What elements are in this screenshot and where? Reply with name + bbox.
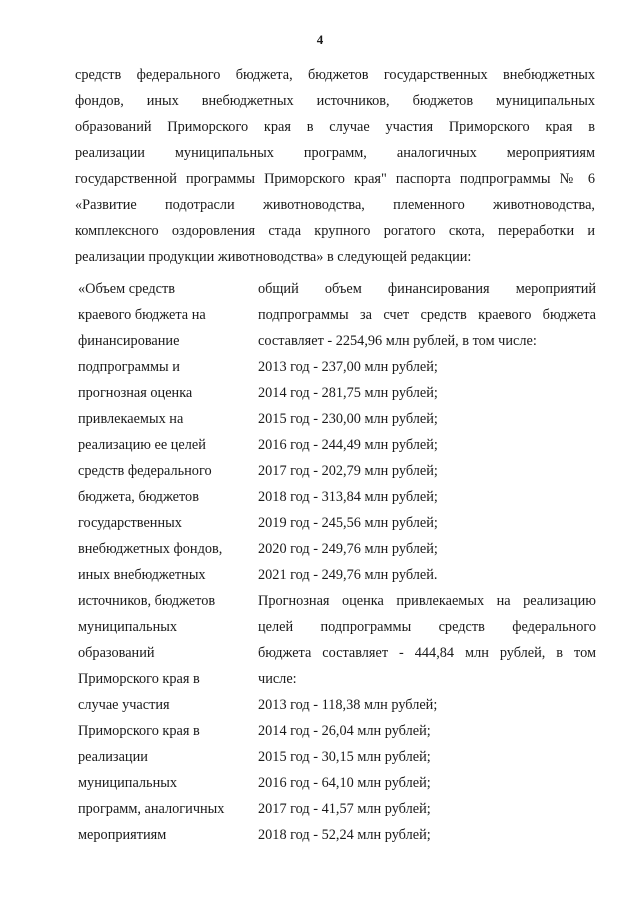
value-line: 2016 год - 64,10 млн рублей; — [258, 775, 431, 791]
value-line: 2017 год - 202,79 млн рублей; — [258, 463, 438, 479]
label-line: подпрограммы и — [78, 359, 180, 375]
intro-line: «Развитие подотрасли животноводства, племенного животноводства, — [75, 197, 595, 213]
intro-line: фондов, иных внебюджетных источников, бюджетов муниципальных — [75, 93, 595, 109]
value-line: Прогнозная оценка привлекаемых на реализацию — [258, 593, 596, 609]
value-line: 2015 год - 230,00 млн рублей; — [258, 411, 438, 427]
label-line: муниципальных — [78, 619, 177, 635]
label-line: Приморского края в — [78, 671, 200, 687]
value-line: 2019 год - 245,56 млн рублей; — [258, 515, 438, 531]
label-line: краевого бюджета на — [78, 307, 206, 323]
value-line: общий объем финансирования мероприятий — [258, 281, 596, 297]
label-line: «Объем средств — [78, 281, 176, 297]
value-line: подпрограммы за счет средств краевого бюджета — [258, 307, 596, 323]
passport-label-column — [78, 276, 248, 848]
label-line: реализацию ее целей — [78, 437, 206, 453]
passport-value-column — [258, 276, 596, 848]
label-line: случае участия — [78, 697, 170, 713]
label-line: внебюджетных фондов, — [78, 541, 223, 557]
value-line: составляет - 2254,96 млн рублей, в том числе: — [258, 333, 537, 349]
value-line: 2017 год - 41,57 млн рублей; — [258, 801, 431, 817]
label-line: Приморского края в — [78, 723, 200, 739]
intro-paragraph — [75, 62, 595, 270]
intro-line: средств федерального бюджета, бюджетов государственных внебюджетных — [75, 67, 595, 83]
label-line: средств федерального — [78, 463, 212, 479]
value-line: 2013 год - 237,00 млн рублей; — [258, 359, 438, 375]
value-line: 2016 год - 244,49 млн рублей; — [258, 437, 438, 453]
label-line: образований — [78, 645, 155, 661]
value-line: 2015 год - 30,15 млн рублей; — [258, 749, 431, 765]
label-line: муниципальных — [78, 775, 177, 791]
intro-line: государственной программы Приморского края" паспорта подпрограммы № 6 — [75, 171, 595, 187]
label-line: реализации — [78, 749, 148, 765]
label-line: государственных — [78, 515, 182, 531]
label-line: иных внебюджетных — [78, 567, 206, 583]
value-line: целей подпрограммы средств федерального — [258, 619, 596, 635]
value-line: 2018 год - 313,84 млн рублей; — [258, 489, 438, 505]
value-line: 2018 год - 52,24 млн рублей; — [258, 827, 431, 843]
intro-line: реализации муниципальных программ, аналогичных мероприятиям — [75, 145, 595, 161]
label-line: бюджета, бюджетов — [78, 489, 199, 505]
value-line: 2014 год - 26,04 млн рублей; — [258, 723, 431, 739]
label-line: привлекаемых на — [78, 411, 184, 427]
label-line: источников, бюджетов — [78, 593, 216, 609]
value-line: 2020 год - 249,76 млн рублей; — [258, 541, 438, 557]
value-line: 2021 год - 249,76 млн рублей. — [258, 567, 438, 583]
page-number: 4 — [316, 32, 324, 47]
value-line: бюджета составляет - 444,84 млн рублей, в том — [258, 645, 596, 661]
label-line: мероприятиям — [78, 827, 167, 843]
label-line: прогнозная оценка — [78, 385, 193, 401]
value-line: 2014 год - 281,75 млн рублей; — [258, 385, 438, 401]
value-line: числе: — [258, 671, 297, 687]
label-line: финансирование — [78, 333, 180, 349]
intro-line: комплексного оздоровления стада крупного рогатого скота, переработки и — [75, 223, 595, 239]
label-line: программ, аналогичных — [78, 801, 225, 817]
intro-line: реализации продукции животноводства» в следующей редакции: — [75, 249, 472, 265]
intro-line: образований Приморского края в случае участия Приморского края в — [75, 119, 595, 135]
value-line: 2013 год - 118,38 млн рублей; — [258, 697, 438, 713]
